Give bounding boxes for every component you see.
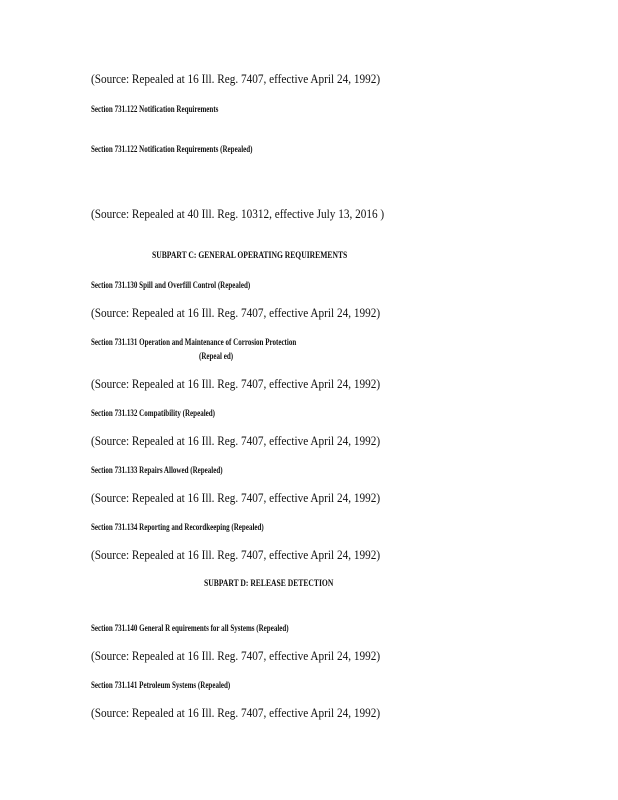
source-note: (Source: Repealed at 40 Ill. Reg. 10312, effective July 13, 2016 ): [91, 207, 385, 221]
section-heading-731-140: Section 731.140 General R equirements for all Systems (Repealed): [91, 623, 289, 633]
source-note: (Source: Repealed at 16 Ill. Reg. 7407, effective April 24, 1992): [91, 72, 381, 86]
section-heading-731-134: Section 731.134 Reporting and Recordkeeping (Repealed): [91, 522, 264, 532]
section-heading-731-130: Section 731.130 Spill and Overfill Control (Repealed): [91, 280, 251, 290]
section-heading-731-122: Section 731.122 Notification Requirements: [91, 104, 219, 114]
source-note: (Source: Repealed at 16 Ill. Reg. 7407, effective April 24, 1992): [91, 491, 381, 505]
section-heading-731-141: Section 731.141 Petroleum Systems (Repealed): [91, 680, 231, 690]
source-note: (Source: Repealed at 16 Ill. Reg. 7407, effective April 24, 1992): [91, 434, 381, 448]
section-heading-731-131-continuation: (Repeal ed): [199, 351, 234, 361]
source-note: (Source: Repealed at 16 Ill. Reg. 7407, effective April 24, 1992): [91, 649, 381, 663]
source-note: (Source: Repealed at 16 Ill. Reg. 7407, effective April 24, 1992): [91, 377, 381, 391]
section-heading-731-122-repealed: Section 731.122 Notification Requirements (Repealed): [91, 144, 253, 154]
section-heading-731-133: Section 731.133 Repairs Allowed (Repealed): [91, 465, 223, 475]
section-heading-731-132: Section 731.132 Compatibility (Repealed): [91, 408, 216, 418]
subpart-d-heading: SUBPART D: RELEASE DETECTION: [204, 579, 334, 589]
subpart-c-heading: SUBPART C: GENERAL OPERATING REQUIREMENTS: [152, 251, 348, 261]
source-note: (Source: Repealed at 16 Ill. Reg. 7407, effective April 24, 1992): [91, 706, 381, 720]
source-note: (Source: Repealed at 16 Ill. Reg. 7407, effective April 24, 1992): [91, 306, 381, 320]
section-heading-731-131: Section 731.131 Operation and Maintenance of Corrosion Protection: [91, 337, 297, 347]
source-note: (Source: Repealed at 16 Ill. Reg. 7407, effective April 24, 1992): [91, 548, 381, 562]
